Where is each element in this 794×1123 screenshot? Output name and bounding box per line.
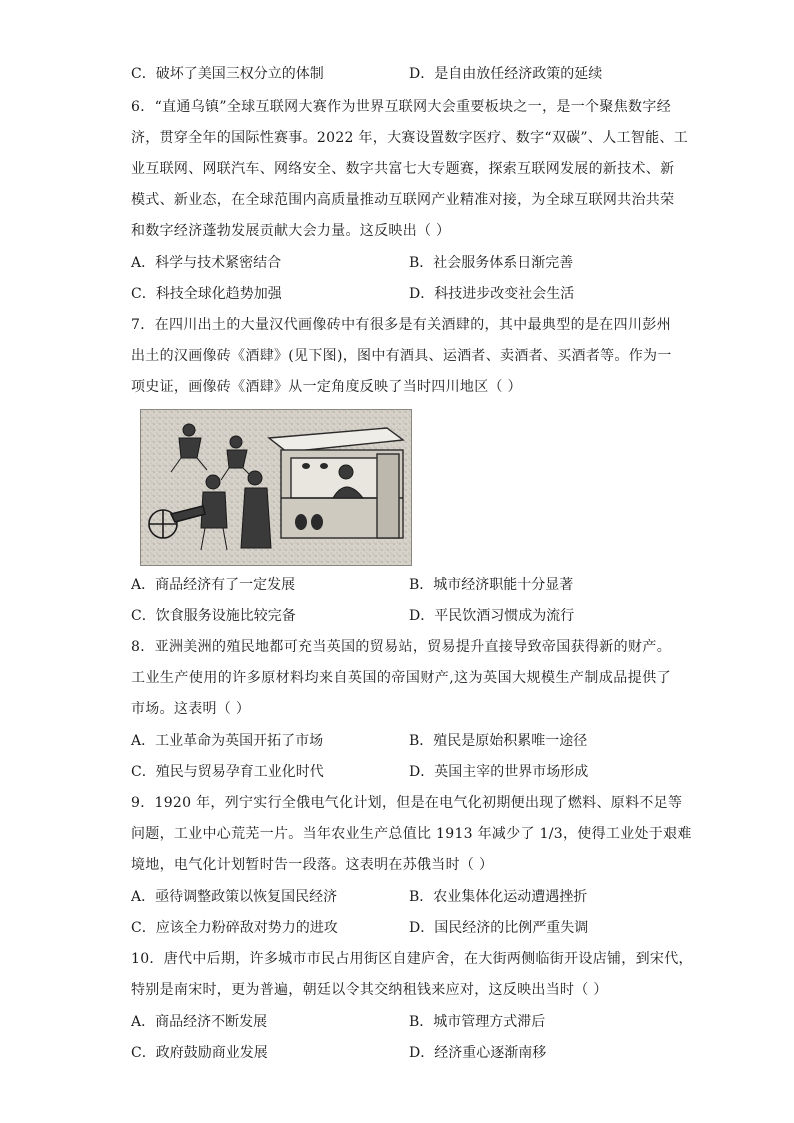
q10-stem-line-1: 10．唐代中后期，许多城市市民占用街区自建庐舍，在大街两侧临街开设店铺，到宋代，	[131, 951, 693, 967]
q5-options-row-cd	[131, 64, 671, 84]
q8-stem-line-2: 工业生产使用的许多原材料均来自英国的帝国财产,这为英国大规模生产制成品提供了	[131, 670, 671, 686]
han-brick-relief-image	[140, 409, 412, 566]
q10-stem-line-2: 特别是南宋时，更为普遍，朝廷以令其交纳租钱来应对，这反映出当时（ ）	[131, 982, 608, 998]
q8-options-row-ab	[131, 731, 671, 751]
q6-option-a[interactable]: A．科学与技术紧密结合	[131, 255, 282, 271]
q7-option-b[interactable]: B．城市经济职能十分显著	[409, 577, 574, 593]
q7-options-row-cd	[131, 606, 671, 626]
q8-option-c[interactable]: C．殖民与贸易孕育工业化时代	[131, 764, 324, 780]
q9-options-row-cd	[131, 918, 671, 938]
q7-options-row-ab	[131, 575, 671, 595]
q9-option-a[interactable]: A．亟待调整政策以恢复国民经济	[131, 889, 338, 905]
q10-option-c[interactable]: C．政府鼓励商业发展	[131, 1045, 268, 1061]
q8-option-a[interactable]: A．工业革命为英国开拓了市场	[131, 733, 324, 749]
q6-options-row-ab	[131, 253, 671, 273]
q6-options-row-cd	[131, 284, 671, 304]
q8-option-b[interactable]: B．殖民是原始积累唯一途径	[409, 733, 588, 749]
q9-option-d[interactable]: D．国民经济的比例严重失调	[409, 920, 589, 936]
q9-stem-line-3: 境地，电气化计划暂时告一段落。这表明在苏俄当时（ ）	[131, 857, 494, 873]
q8-option-d[interactable]: D．英国主宰的世界市场形成	[409, 764, 589, 780]
q9-option-b[interactable]: B．农业集体化运动遭遇挫折	[409, 889, 588, 905]
q6-stem-line-3: 业互联网、网联汽车、网络安全、数字共富七大专题赛，探索互联网发展的新技术、新	[131, 161, 675, 177]
q8-options-row-cd	[131, 762, 671, 782]
q10-option-b[interactable]: B．城市管理方式滞后	[409, 1014, 546, 1030]
q9-stem-line-2: 问题，工业中心荒芜一片。当年农业生产总值比 1913 年减少了 1/3，使得工业处于艰难	[131, 826, 692, 842]
q6-option-c[interactable]: C．科技全球化趋势加强	[131, 286, 282, 302]
q9-option-c[interactable]: C．应该全力粉碎敌对势力的进攻	[131, 920, 338, 936]
q5-option-c[interactable]: C．破坏了美国三权分立的体制	[131, 66, 324, 82]
q7-option-d[interactable]: D．平民饮酒习惯成为流行	[409, 608, 575, 624]
q10-options-row-cd	[131, 1043, 671, 1063]
q6-option-d[interactable]: D．科技进步改变社会生活	[409, 286, 575, 302]
q8-stem-line-1: 8．亚洲美洲的殖民地都可充当英国的贸易站，贸易提升直接导致帝国获得新的财产。	[131, 639, 671, 655]
q7-stem-line-3: 项史证，画像砖《酒肆》从一定角度反映了当时四川地区（ ）	[131, 379, 522, 395]
q7-stem-line-2: 出土的汉画像砖《酒肆》(见下图)，图中有酒具、运酒者、卖酒者、买酒者等。作为一	[131, 348, 672, 364]
q7-option-a[interactable]: A．商品经济有了一定发展	[131, 577, 296, 593]
q6-stem-line-2: 济，贯穿全年的国际性赛事。2022 年，大赛设置数字医疗、数字“双碳”、人工智能、工	[131, 130, 688, 146]
q7-stem-line-1: 7．在四川出土的大量汉代画像砖中有很多是有关酒肆的，其中最典型的是在四川彭州	[131, 317, 671, 333]
q10-options-row-ab	[131, 1012, 671, 1032]
q6-stem-line-1: 6．“直通乌镇”全球互联网大赛作为世界互联网大会重要板块之一，是一个聚焦数字经	[131, 99, 671, 115]
q7-option-c[interactable]: C．饮食服务设施比较完备	[131, 608, 296, 624]
q8-stem-line-3: 市场。这表明（ ）	[131, 701, 251, 717]
q10-option-a[interactable]: A．商品经济不断发展	[131, 1014, 268, 1030]
q6-stem-line-5: 和数字经济蓬勃发展贡献大会力量。这反映出（ ）	[131, 223, 451, 239]
wine-shop-relief-illustration	[141, 410, 411, 565]
q9-options-row-ab	[131, 887, 671, 907]
q6-stem-line-4: 模式、新业态，在全球范围内高质量推动互联网产业精准对接，为全球互联网共治共荣	[131, 192, 675, 208]
q6-option-b[interactable]: B．社会服务体系日渐完善	[409, 255, 574, 271]
q10-option-d[interactable]: D．经济重心逐渐南移	[409, 1045, 547, 1061]
q5-option-d[interactable]: D．是自由放任经济政策的延续	[409, 66, 603, 82]
q9-stem-line-1: 9．1920 年，列宁实行全俄电气化计划，但是在电气化初期便出现了燃料、原料不足等	[131, 795, 683, 811]
